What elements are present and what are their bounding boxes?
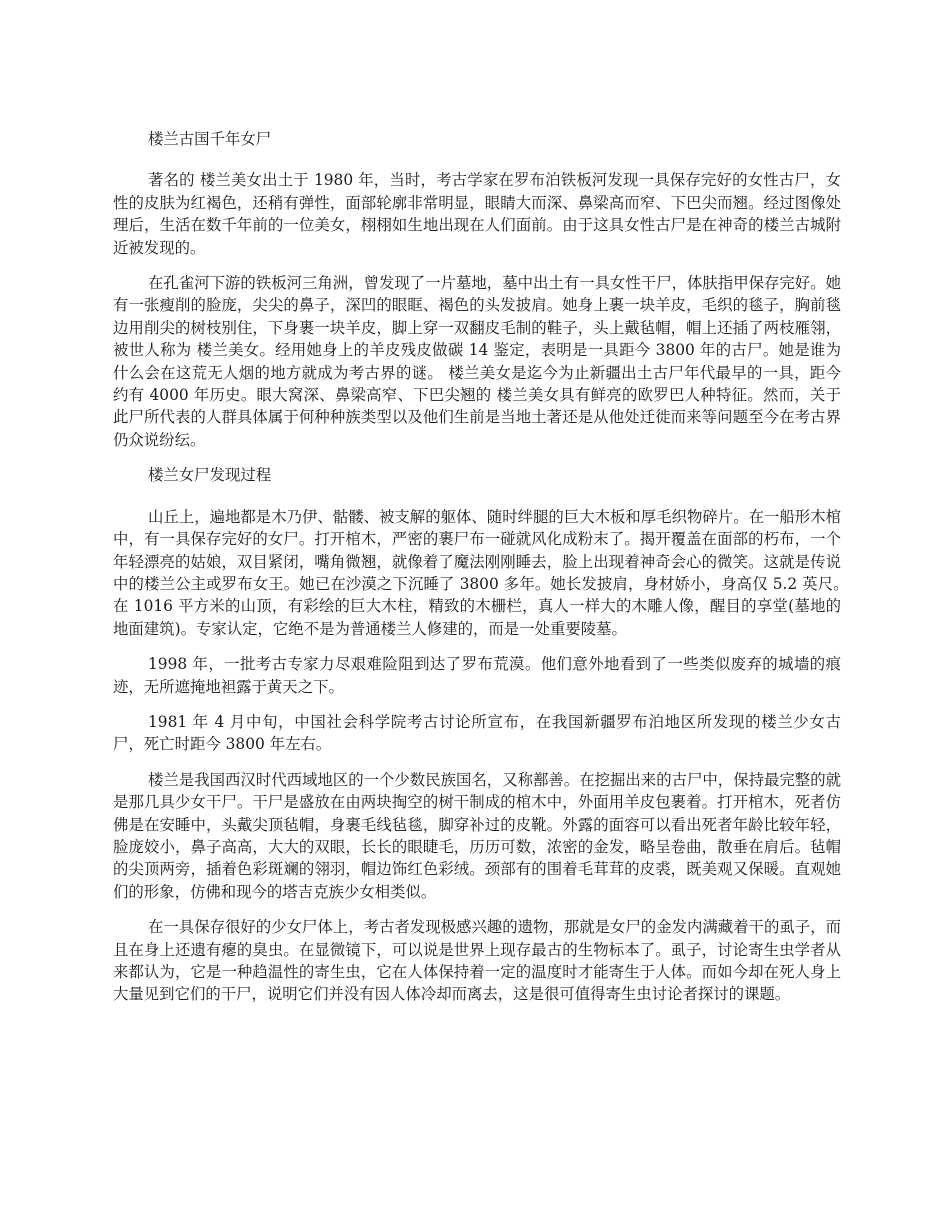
paragraph: 1981 年 4 月中旬，中国社会科学院考古讨论所宣布，在我国新疆罗布泊地区所发现的楼兰少女古尸，死亡时距今 3800 年左右。: [113, 712, 841, 754]
paragraph: 在孔雀河下游的铁板河三角洲，曾发现了一片墓地，墓中出土有一具女性干尸，体肤指甲保存完好。她有一张瘦削的脸庞，尖尖的鼻子，深凹的眼眶、褐色的头发披肩。她身上裹一块羊皮，毛织的毯子，胸前毯边用削尖的树枝别住，下身裹一块羊皮，脚上穿一双翻皮毛制的鞋子，头上戴毡帽，帽上还插了两枝雁翎，被世人称为 楼兰美女。经用她身上的羊皮残皮做碳 14 鉴定，表明是一具距今 3800 年的古尸。她是谁为什么会在这荒无人烟的地方就成为考古界的谜。 楼兰美女是迄今为止新疆出土古尸年代最早的一具，距今约有 4000 年历史。眼大窝深、鼻梁高窄、下巴尖翘的 楼兰美女具有鲜亮的欧罗巴人种特征。然而，关于此尸所代表的人群具体属于何种种族类型以及他们生前是当地土著还是从他处迁徙而来等问题至今在考古界仍众说纷纭。: [113, 274, 841, 449]
paragraph: 著名的 楼兰美女出土于 1980 年，当时，考古学家在罗布泊铁板河发现一具保存完好的女性古尸，女性的皮肤为红褐色，还稍有弹性，面部轮廓非常明显，眼睛大而深、鼻梁高而窄、下巴尖而翘。经过图像处理后，生活在数千年前的一位美女，栩栩如生地出现在人们面前。由于这具女性古尸是在神奇的楼兰古城附近被发现的。: [113, 171, 841, 257]
document-body: [113, 128, 862, 1019]
section-heading: 楼兰女尸发现过程: [148, 466, 272, 485]
paragraph: 1998 年，一批考古专家力尽艰难险阻到达了罗布荒漠。他们意外地看到了一些类似废弃的城墙的痕迹，无所遮掩地袒露于黄天之下。: [113, 655, 841, 696]
paragraph: 楼兰是我国西汉时代西域地区的一个少数民族国名，又称鄯善。在挖掘出来的古尸中，保持最完整的就是那几具少女干尸。干尸是盛放在由两块掏空的树干制成的棺木中，外面用羊皮包裹着。打开棺木，死者仿佛是在安睡中，头戴尖顶毡帽，身裹毛线毡毯，脚穿补过的皮靴。外露的面容可以看出死者年龄比较年轻，脸庞姣小，鼻子高高，大大的双眼，长长的眼睫毛，历历可数，浓密的金发，略呈卷曲，散垂在肩后。毡帽的尖顶两旁，插着色彩斑斓的翎羽，帽边饰红色彩绒。颈部有的围着毛茸茸的皮裘，既美观又保暖。直观她们的形象，仿佛和现今的塔吉克族少女相类似。: [113, 770, 841, 901]
paragraph: 在一具保存很好的少女尸体上，考古者发现极感兴趣的遗物，那就是女尸的金发内满藏着干的虱子，而且在身上还遗有瘪的臭虫。在显微镜下，可以说是世界上现存最古的生物标本了。虱子，讨论寄生虫学者从来都认为，它是一种趋温性的寄生虫，它在人体保持着一定的温度时才能寄生于人体。而如今却在死人身上大量见到它们的干尸，说明它们并没有因人体冷却而离去，这是很可值得寄生虫讨论者探讨的课题。: [113, 918, 841, 1004]
paragraph: 山丘上，遍地都是木乃伊、骷髅、被支解的躯体、随时绊腿的巨大木板和厚毛织物碎片。在一船形木棺中，有一具保存完好的女尸。打开棺木，严密的裹尸布一碰就风化成粉末了。揭开覆盖在面部的朽布，一个年轻漂亮的姑娘，双目紧闭，嘴角微翘，就像着了魔法刚刚睡去，脸上出现着神奇会心的微笑。这就是传说中的楼兰公主或罗布女王。她已在沙漠之下沉睡了 3800 多年。她长发披肩，身材娇小，身高仅 5.2 英尺。 在 1016 平方米的山顶，有彩绘的巨大木柱，精致的木栅栏，真人一样大的木雕人像，醒目的享堂(墓地的地面建筑)。专家认定，它绝不是为普通楼兰人修建的，而是一处重要陵墓。: [113, 507, 862, 638]
section-heading: 楼兰古国千年女尸: [148, 130, 272, 148]
